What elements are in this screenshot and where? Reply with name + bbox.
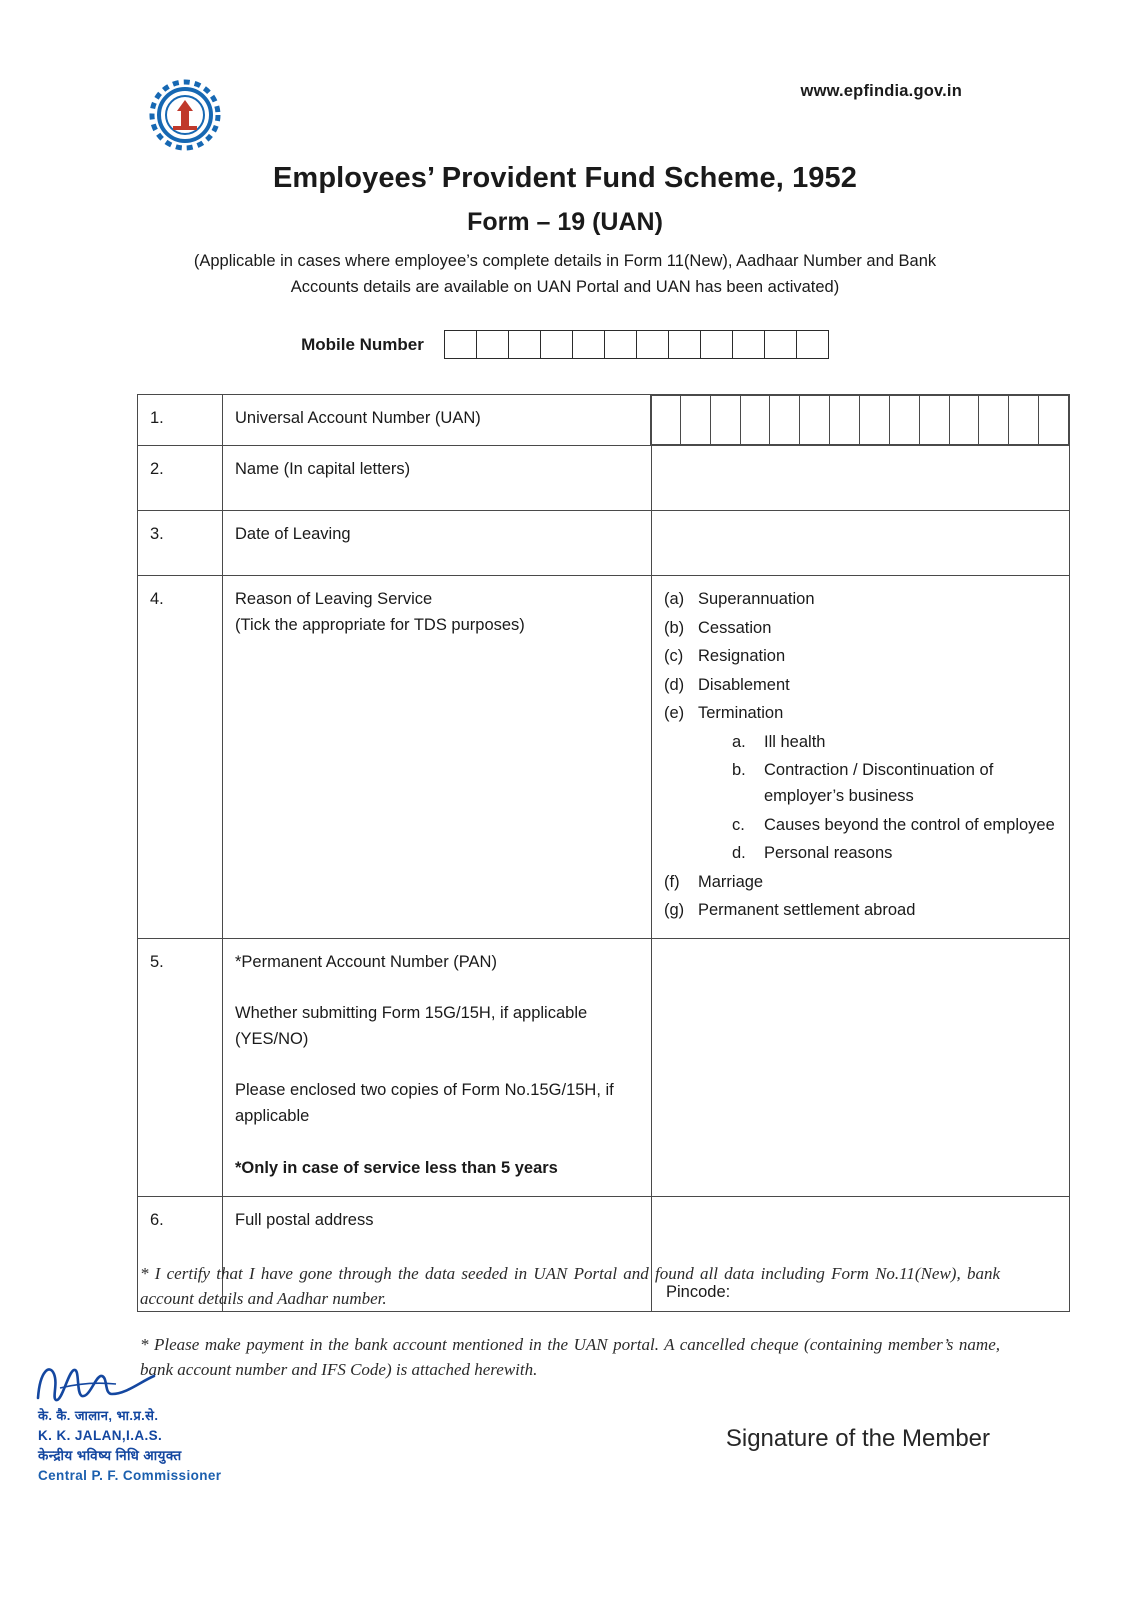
pan-label: *Permanent Account Number (PAN) bbox=[235, 952, 497, 971]
commissioner-signature bbox=[30, 1358, 290, 1486]
mobile-digit-cell[interactable] bbox=[765, 331, 797, 358]
row-number: 3. bbox=[138, 511, 223, 576]
option-marker: (c) bbox=[664, 647, 684, 666]
uan-digit-cell[interactable] bbox=[800, 396, 830, 444]
form-subtitle: (Applicable in cases where employee’s complete details in Form 11(New), Aadhaar Number and Bank Accounts details are available on UAN Portal and UAN has been activated) bbox=[193, 252, 937, 296]
uan-digit-cell[interactable] bbox=[920, 396, 950, 444]
option-label: Permanent settlement abroad bbox=[698, 901, 916, 920]
reason-options-list bbox=[664, 587, 1059, 924]
option-label: Disablement bbox=[698, 675, 790, 694]
termination-suboption-a[interactable] bbox=[732, 730, 1059, 756]
option-label: Causes beyond the control of employee bbox=[764, 815, 1055, 834]
option-marker: (g) bbox=[664, 901, 685, 920]
option-marker: c. bbox=[732, 815, 745, 834]
stamp-line-hindi-name: के. कै. जालान, भा.प्र.से. bbox=[38, 1408, 159, 1423]
table-row bbox=[138, 511, 1070, 576]
termination-suboption-d[interactable] bbox=[732, 841, 1059, 867]
option-label: Cessation bbox=[698, 618, 772, 637]
option-marker: (e) bbox=[664, 704, 685, 723]
option-label: Marriage bbox=[698, 872, 764, 891]
uan-input-cell[interactable] bbox=[652, 395, 1070, 446]
reason-option-a[interactable] bbox=[664, 587, 1059, 613]
form-table bbox=[137, 394, 1070, 1312]
uan-input[interactable] bbox=[650, 395, 1069, 445]
uan-digit-cell[interactable] bbox=[1009, 396, 1039, 444]
option-marker: d. bbox=[732, 844, 746, 863]
mobile-digit-cell[interactable] bbox=[605, 331, 637, 358]
reason-label-line1: Reason of Leaving Service bbox=[235, 590, 433, 608]
mobile-digit-cell[interactable] bbox=[701, 331, 733, 358]
option-label: Ill health bbox=[764, 732, 826, 751]
mobile-digit-cell[interactable] bbox=[445, 331, 477, 358]
signature-scribble-icon bbox=[30, 1358, 290, 1404]
date-of-leaving-input-cell[interactable] bbox=[652, 511, 1070, 576]
reason-label-line2: (Tick the appropriate for TDS purposes) bbox=[235, 615, 525, 634]
option-marker: (a) bbox=[664, 590, 685, 608]
row-number: 2. bbox=[138, 446, 223, 511]
mobile-digit-cell[interactable] bbox=[637, 331, 669, 358]
option-label: Personal reasons bbox=[764, 844, 893, 863]
mobile-digit-cell[interactable] bbox=[669, 331, 701, 358]
uan-digit-cell[interactable] bbox=[979, 396, 1009, 444]
stamp-line-designation: Central P. F. Commissioner bbox=[38, 1468, 222, 1483]
member-signature-label: Signature of the Member bbox=[725, 1425, 990, 1452]
option-marker: (f) bbox=[664, 872, 680, 891]
mobile-digit-cell[interactable] bbox=[541, 331, 573, 358]
row-number: 5. bbox=[138, 938, 223, 1196]
reason-option-d[interactable] bbox=[664, 673, 1059, 699]
reason-option-g[interactable] bbox=[664, 898, 1059, 924]
uan-digit-cell[interactable] bbox=[711, 396, 741, 444]
reason-option-f[interactable] bbox=[664, 870, 1059, 896]
row-number: 1. bbox=[138, 395, 223, 446]
mobile-digit-cell[interactable] bbox=[797, 331, 828, 358]
pan-label-cell bbox=[223, 938, 652, 1196]
row-label: Date of Leaving bbox=[223, 511, 652, 576]
address-label: Full postal address bbox=[223, 1197, 652, 1312]
row-number: 6. bbox=[138, 1197, 223, 1312]
certification-note: * I certify that I have gone through the data seeded in UAN Portal and found all data including Form No.11(New), bank account details and Aadhar number. bbox=[140, 1264, 1000, 1308]
option-marker: (b) bbox=[664, 618, 685, 637]
mobile-digit-cell[interactable] bbox=[509, 331, 541, 358]
pan-input-cell[interactable] bbox=[652, 938, 1070, 1196]
reason-option-b[interactable] bbox=[664, 616, 1059, 642]
table-row bbox=[138, 395, 1070, 446]
uan-digit-cell[interactable] bbox=[1039, 396, 1068, 444]
option-label: Superannuation bbox=[698, 590, 815, 608]
form-title: Form – 19 (UAN) bbox=[467, 208, 663, 236]
uan-digit-cell[interactable] bbox=[741, 396, 771, 444]
form15-question: Whether submitting Form 15G/15H, if applicable (YES/NO) bbox=[235, 1004, 588, 1048]
stamp-line-name: K. K. JALAN,I.A.S. bbox=[38, 1427, 163, 1443]
payment-note: * Please make payment in the bank account mentioned in the UAN portal. A cancelled cheque (containing member’s name, bank account number and IFS Code) is attached herewith. bbox=[140, 1335, 1000, 1379]
row-label: Universal Account Number (UAN) bbox=[223, 395, 652, 446]
title-block bbox=[130, 162, 1000, 300]
mobile-digit-cell[interactable] bbox=[573, 331, 605, 358]
commissioner-stamp-text bbox=[30, 1406, 290, 1486]
uan-digit-cell[interactable] bbox=[950, 396, 980, 444]
reason-option-c[interactable] bbox=[664, 644, 1059, 670]
reason-options-cell[interactable] bbox=[652, 576, 1070, 939]
row-number: 4. bbox=[138, 576, 223, 939]
option-label: Resignation bbox=[698, 647, 786, 666]
stamp-line-hindi-designation: केन्द्रीय भविष्य निधि आयुक्त bbox=[38, 1447, 182, 1463]
epfo-emblem-icon bbox=[148, 78, 222, 152]
table-row bbox=[138, 938, 1070, 1196]
form15-enclosure-note: Please enclosed two copies of Form No.15G/15H, if applicable bbox=[235, 1081, 614, 1125]
option-marker: a. bbox=[732, 732, 746, 751]
row-label bbox=[223, 576, 652, 939]
uan-digit-cell[interactable] bbox=[770, 396, 800, 444]
row-label: Name (In capital letters) bbox=[223, 446, 652, 511]
uan-digit-cell[interactable] bbox=[651, 396, 681, 444]
uan-digit-cell[interactable] bbox=[860, 396, 890, 444]
mobile-number-label: Mobile Number bbox=[301, 334, 424, 354]
uan-digit-cell[interactable] bbox=[681, 396, 711, 444]
name-input-cell[interactable] bbox=[652, 446, 1070, 511]
termination-suboption-b[interactable] bbox=[732, 758, 1059, 809]
mobile-number-input[interactable] bbox=[444, 330, 829, 359]
table-row bbox=[138, 576, 1070, 939]
option-label: Termination bbox=[698, 704, 784, 723]
mobile-digit-cell[interactable] bbox=[477, 331, 509, 358]
option-marker: b. bbox=[732, 761, 746, 780]
termination-subreasons-list bbox=[732, 730, 1059, 867]
service-length-note: *Only in case of service less than 5 years bbox=[235, 1158, 558, 1177]
reason-option-e[interactable] bbox=[664, 701, 1059, 727]
option-label: Contraction / Discontinuation of employer’s business bbox=[764, 761, 994, 805]
website-url: www.epfindia.gov.in bbox=[800, 82, 962, 100]
mobile-number-row bbox=[0, 330, 1130, 359]
uan-digit-cell[interactable] bbox=[830, 396, 860, 444]
option-marker: (d) bbox=[664, 675, 685, 694]
pincode-label: Pincode: bbox=[666, 1282, 731, 1301]
mobile-digit-cell[interactable] bbox=[733, 331, 765, 358]
table-row bbox=[138, 446, 1070, 511]
uan-digit-cell[interactable] bbox=[890, 396, 920, 444]
scheme-title: Employees’ Provident Fund Scheme, 1952 bbox=[272, 162, 857, 194]
termination-suboption-c[interactable] bbox=[732, 813, 1059, 839]
